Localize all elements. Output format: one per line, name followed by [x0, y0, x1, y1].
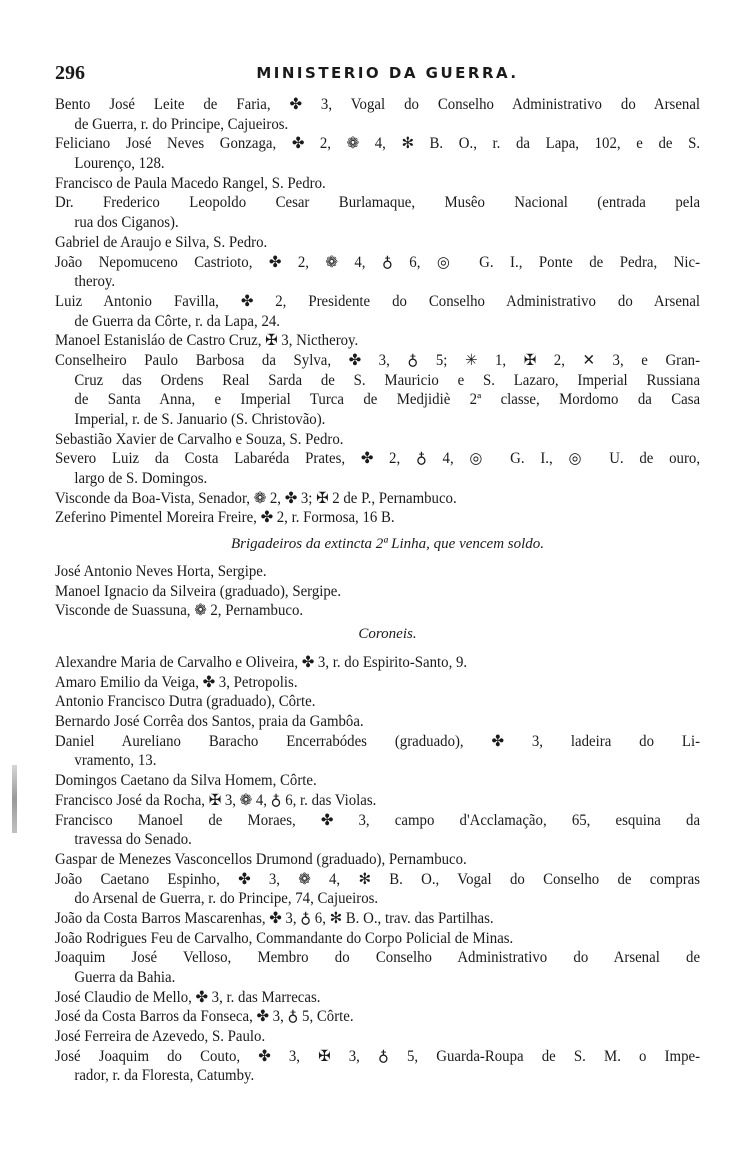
entry-line: João da Costa Barros Mascarenhas, ✤ 3, ♁ 6, ✻ B. O., trav. das Partilhas. [55, 909, 494, 927]
entry-line: José Joaquim do Couto, ✤ 3, ✠ 3, ♁ 5, Guarda-Roupa de S. M. o Impe- [55, 1047, 701, 1065]
entry [55, 292, 720, 331]
entry [55, 233, 720, 253]
entry [55, 791, 720, 811]
entry [55, 1027, 720, 1047]
entry-line: Conselheiro Paulo Barbosa da Sylva, ✤ 3, ♁ 5; ✳ 1, ✠ 2, ✕ 3, e Gran- [55, 351, 701, 369]
entry [55, 692, 720, 712]
entry-line: João Caetano Espinho, ✤ 3, ❁ 4, ✻ B. O., Vogal do Conselho de compras [55, 870, 701, 888]
entry [55, 253, 720, 292]
section-heading-coroneis: Coroneis. [358, 626, 417, 642]
entries-brigadeiros [55, 562, 720, 621]
entry [55, 331, 720, 351]
entry-line: rador, r. da Floresta, Catumby. [74, 1067, 255, 1085]
entry-line: João Rodrigues Feu de Carvalho, Commandante do Corpo Policial de Minas. [55, 929, 514, 947]
entry [55, 430, 720, 450]
entry-line: largo de S. Domingos. [74, 470, 208, 488]
entry-line: Severo Luiz da Costa Labaréda Prates, ✤ 2, ♁ 4, ◎ G. I., ◎ U. de ouro, [55, 450, 701, 468]
entry-line: Feliciano José Neves Gonzaga, ✤ 2, ❁ 4, ✻ B. O., r. da Lapa, 102, e de S. [55, 135, 701, 153]
entry-line: Amaro Emilio da Veiga, ✤ 3, Petropolis. [55, 673, 298, 691]
entry-line: travessa do Senado. [74, 831, 192, 849]
entry-line: de Guerra, r. do Principe, Cajueiros. [74, 115, 289, 133]
entry-line: Zeferino Pimentel Moreira Freire, ✤ 2, r. Formosa, 16 B. [55, 509, 395, 527]
entry [55, 771, 720, 791]
entry-line: Lourenço, 128. [74, 155, 165, 173]
entry [55, 909, 720, 929]
entry-line: José da Costa Barros da Fonseca, ✤ 3, ♁ 5, Côrte. [55, 1008, 354, 1026]
entry [55, 948, 720, 987]
entry [55, 351, 720, 430]
entry-line: do Arsenal de Guerra, r. do Principe, 74, Cajueiros. [74, 890, 379, 908]
entry-line: Domingos Caetano da Silva Homem, Côrte. [55, 772, 317, 790]
entry-line: Manoel Estanisláo de Castro Cruz, ✠ 3, Nictheroy. [55, 332, 359, 350]
entry-line: Visconde de Suassuna, ❁ 2, Pernambuco. [55, 602, 304, 620]
entry-line: de Guerra da Côrte, r. da Lapa, 24. [74, 312, 280, 330]
entry-line: José Antonio Neves Horta, Sergipe. [55, 563, 267, 580]
entry [55, 870, 720, 909]
entry-line: Sebastião Xavier de Carvalho e Souza, S. Pedro. [55, 430, 344, 448]
entry [55, 601, 720, 621]
entry [55, 1007, 720, 1027]
entry [55, 193, 720, 232]
entry-line: Antonio Francisco Dutra (graduado), Côrte. [55, 693, 316, 711]
entry-line: José Ferreira de Azevedo, S. Paulo. [55, 1028, 266, 1046]
entry [55, 562, 720, 582]
entry [55, 489, 720, 509]
entry [55, 134, 720, 173]
entry-line: rua dos Ciganos). [74, 214, 179, 232]
entry-line: Imperial, r. de S. Januario (S. Christovão). [74, 411, 326, 428]
entry [55, 508, 720, 528]
entry-line: José Claudio de Mello, ✤ 3, r. das Marrecas. [55, 988, 321, 1006]
entry-line: Manoel Ignacio da Silveira (graduado), Sergipe. [55, 582, 342, 600]
entry-line: Gabriel de Araujo e Silva, S. Pedro. [55, 233, 268, 251]
entry-line: Luiz Antonio Favilla, ✤ 2, Presidente do Conselho Administrativo do Arsenal [55, 292, 701, 310]
entry-line: vramento, 13. [74, 752, 157, 770]
entry [55, 850, 720, 870]
page-number: 296 [55, 62, 85, 84]
entry [55, 582, 720, 602]
entry-line: Francisco de Paula Macedo Rangel, S. Pedro. [55, 174, 326, 192]
entries-coroneis [55, 653, 720, 1086]
entry-line: Cruz das Ordens Real Sarda de S. Mauricio e S. Lazaro, Imperial Russiana [74, 371, 701, 389]
scan-artifact [12, 765, 17, 833]
entry-line: Bento José Leite de Faria, ✤ 3, Vogal do Conselho Administrativo do Arsenal [55, 96, 701, 113]
entry-line: Joaquim José Velloso, Membro do Conselho Administrativo do Arsenal de [55, 949, 701, 967]
entry [55, 712, 720, 732]
entry [55, 1047, 720, 1086]
entry-line: Visconde da Boa-Vista, Senador, ❁ 2, ✤ 3; ✠ 2 de P., Pernambuco. [55, 489, 457, 507]
entry-line: João Nepomuceno Castrioto, ✤ 2, ❁ 4, ♁ 6, ◎ G. I., Ponte de Pedra, Nic- [55, 253, 701, 271]
entry [55, 653, 720, 673]
entry [55, 673, 720, 693]
running-title: MINISTERIO DA GUERRA. [256, 64, 519, 82]
entry [55, 174, 720, 194]
entry [55, 449, 720, 488]
entry [55, 929, 720, 949]
page-header [55, 62, 720, 84]
entry [55, 732, 720, 771]
entry-line: theroy. [74, 273, 116, 291]
entry-line: Francisco José da Rocha, ✠ 3, ❁ 4, ♁ 6, r. das Violas. [55, 791, 377, 809]
entry-line: Daniel Aureliano Baracho Encerrabódes (graduado), ✤ 3, ladeira do Li- [55, 732, 701, 750]
entry [55, 988, 720, 1008]
entry-line: Francisco Manoel de Moraes, ✤ 3, campo d'Acclamação, 65, esquina da [55, 811, 701, 829]
entry [55, 95, 720, 134]
entries-generals [55, 95, 720, 528]
entry-line: Guerra da Bahia. [74, 969, 176, 986]
entry-line: Gaspar de Menezes Vasconcellos Drumond (graduado), Pernambuco. [55, 850, 467, 868]
entry [55, 811, 720, 850]
entry-line: Alexandre Maria de Carvalho e Oliveira, ✤ 3, r. do Espirito-Santo, 9. [55, 654, 468, 671]
section-heading-brigadeiros: Brigadeiros da extincta 2ª Linha, que vencem soldo. [230, 536, 545, 552]
entry-line: Bernardo José Corrêa dos Santos, praia da Gambôa. [55, 713, 364, 731]
entry-line: de Santa Anna, e Imperial Turca de Medjidiè 2ª classe, Mordomo da Casa [74, 391, 701, 409]
entry-line: Dr. Frederico Leopoldo Cesar Burlamaque, Musêo Nacional (entrada pela [55, 194, 701, 212]
